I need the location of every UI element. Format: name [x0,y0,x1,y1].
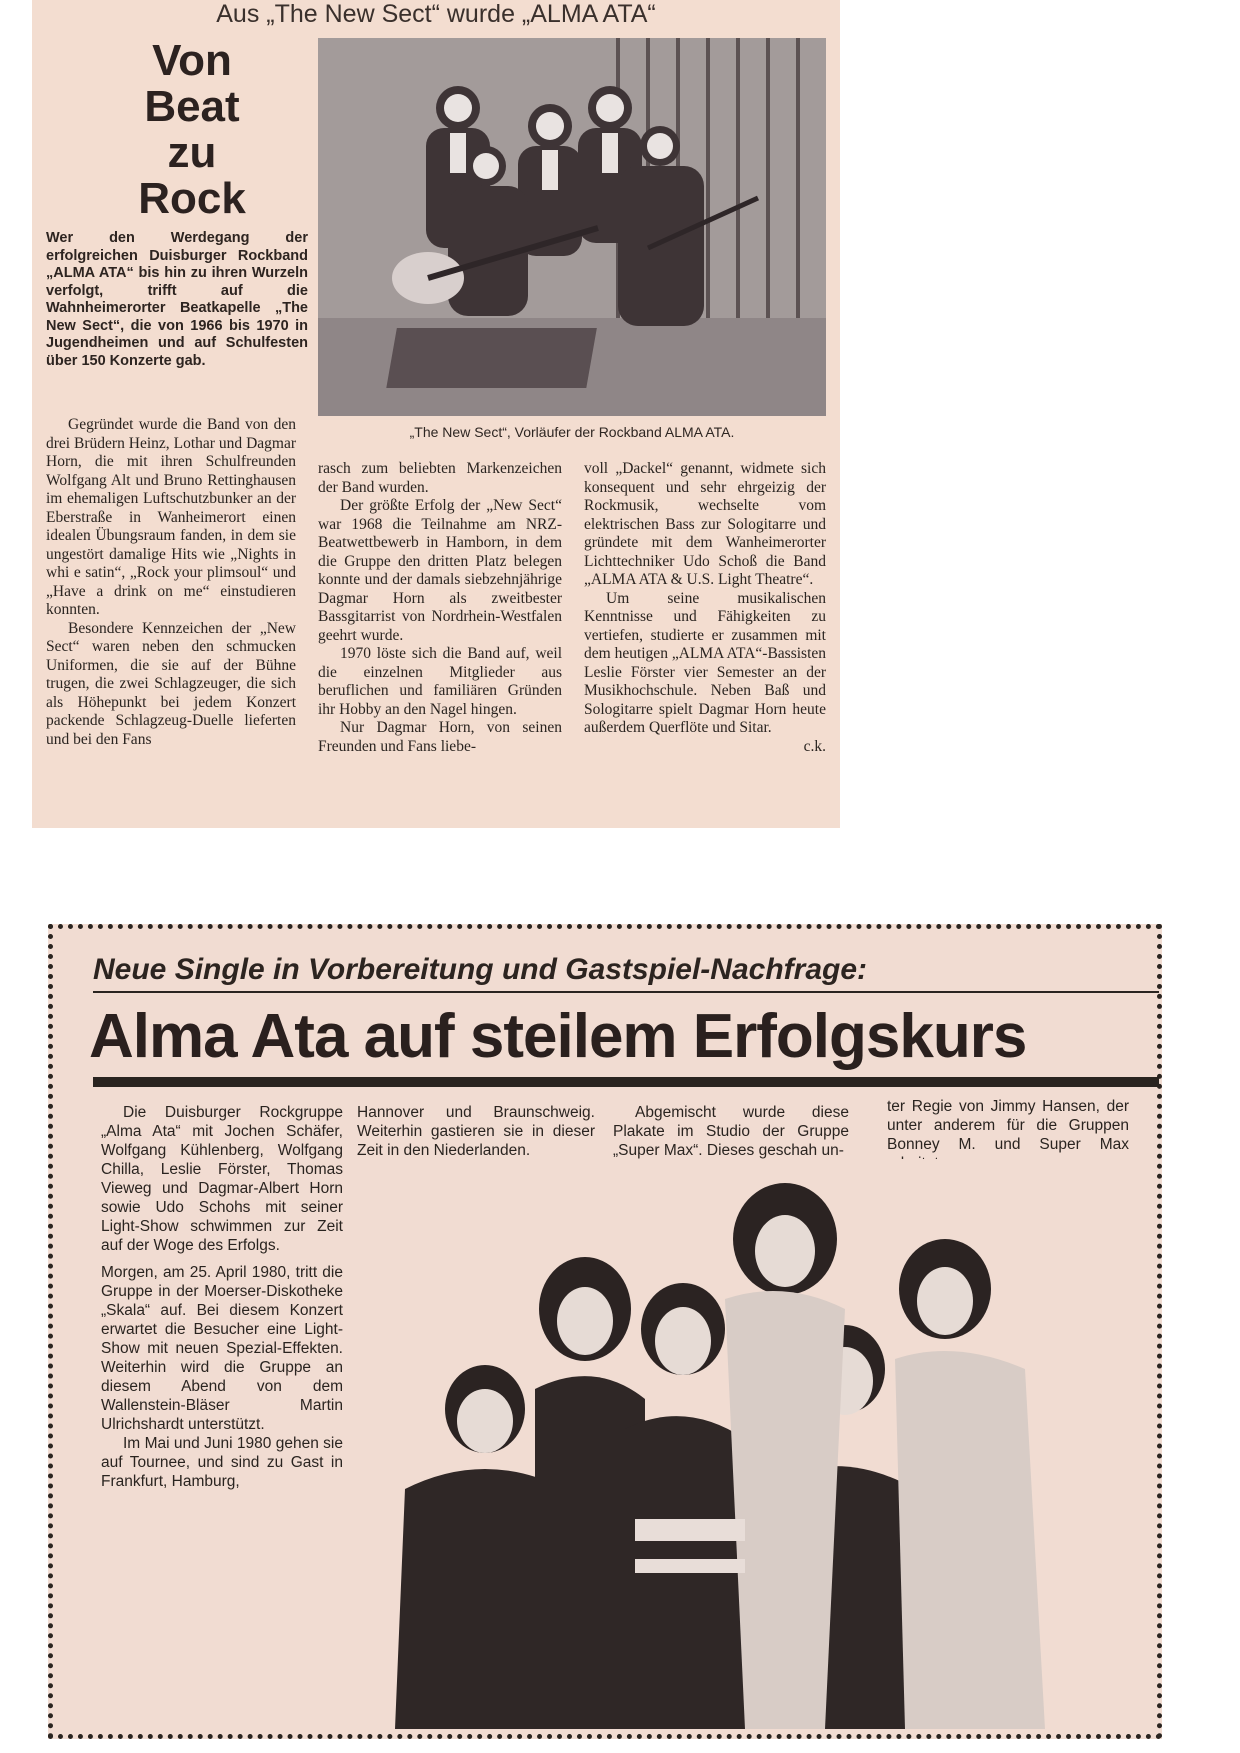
paragraph: Besondere Kennzeichen der „New Sect“ waren neben den schmucken Uniformen, die sie auf der Bühne trugen, die zwei Schlagzeuger, die sich als Höhepunkt bei jedem Konzert packende Schlagzeug-Duelle lieferten und bei den Fans [46,619,296,748]
author-signature: c.k. [803,737,826,755]
paragraph: ter Regie von Jimmy Hansen, der unter anderem für die Gruppen Bonney M. und Super Max [887,1098,1129,1153]
headline-word: Von [152,36,232,85]
paragraph: Gegründet wurde die Band von den drei Brüdern Heinz, Lothar und Dagmar Horn, die mit ihren Schulfreunden Wolfgang Alt und Bruno Rettinghausen im ehemaligen Luftschutzbunker an der Eberstraße in Wanheimerort einen idealen Übungsraum fanden, in dem sie ungestört damalige Hits wie „Nights in whi e satin“, „Rock your plimsoul“ und „Have a drink on me“ einstudieren konnten. [46,416,296,618]
divider [93,1077,1159,1087]
photo-caption: „The New Sect“, Vorläufer der Rockband ALMA ATA. [409,424,735,440]
paragraph: voll „Dackel“ genannt, widmete sich konsequent und sehr ehrgeizig der Rockmusik, wechselte vom elektrischen Bass zur Sologitarre und gründete mit dem Wanheimerorter Lichttechniker Udo Schoß die Band „ALMA ATA & U.S. Light Theatre“. [584,460,826,588]
clipping1-kicker: Aus „The New Sect“ wurde „ALMA ATA“ [216,0,656,28]
clipping-alma-ata [48,924,1162,1739]
divider [93,991,1159,993]
article-column-1 [46,416,296,749]
article-column-3 [613,1103,849,1160]
article-column-1 [101,1103,343,1491]
clipping-new-sect [32,0,840,828]
paragraph: Morgen, am 25. April 1980, tritt die Gruppe in der Moerser-Diskotheke „Skala“ auf. Bei diesem Konzert erwartet die Besucher eine Light-Show mit neuen Spezial-Effekten. Weiterhin wird die Gruppe an diesem Abend von dem Wallenstein-Bläser Martin Ulrichshardt unterstützt. [101,1264,343,1433]
paragraph: rasch zum beliebten Markenzeichen der Band wurden. [318,460,562,496]
paragraph: Die Duisburger Rockgruppe „Alma Ata“ mit Jochen Schäfer, Wolfgang Kühlenberg, Wolfgang Chilla, Leslie Förster, Thomas Vieweg und Dagmar-Albert Horn sowie Udo Schohs mit seiner Light-Show schwimmen zur Zeit auf der Woge des Erfolgs. [101,1104,343,1254]
article-column-3 [584,460,826,756]
band-photo-new-sect [318,38,826,416]
paragraph: Nur Dagmar Horn, von seinen Freunden und Fans liebe- [318,719,562,755]
paragraph: Der größte Erfolg der „New Sect“ war 1968 die Teilnahme am NRZ-Beatwettbewerb in Hamborn, in dem die Gruppe den dritten Platz belegen konnte und der damals siebzehnjährige Dagmar Horn als zweitbester Bassgitarrist von Nordrhein-Westfalen geehrt wurde. [318,497,562,644]
paragraph: Hannover und Braunschweig. Weiterhin gastieren sie in dieser Zeit in den Niederlanden. [357,1104,595,1159]
band-photo-alma-ata [345,1159,1139,1729]
clipping2-headline: Alma Ata auf steilem Erfolgskurs [89,1002,1027,1071]
paragraph: Um seine musikalischen Kenntnisse und Fähigkeiten zu vertiefen, studierte er zusammen mit dem heutigen „ALMA ATA“-Bassisten Leslie Förster vier Semester an der Musikhochschule. Neben Baß und Sologitarre spielt Dagmar Horn heute außerdem Querflöte und Sitar. [584,589,826,736]
paragraph: Im Mai und Juni 1980 gehen sie auf Tournee, und sind zu Gast in Frankfurt, Hamburg, [101,1435,343,1490]
headline-word: Beat [144,82,240,131]
clipping1-lede: Wer den Werdegang der erfolgreichen Duisburger Rockband „ALMA ATA“ bis hin zu ihren Wurzeln verfolgt, trifft auf die Wahnheimerorter Beatkapelle „The New Sect“, die von 1966 bis 1970 in Jugendheimen und auf Schulfesten über 150 Konzerte gab. [46,230,308,369]
headline-word: zu [167,128,217,177]
clipping2-kicker: Neue Single in Vorbereitung und Gastspiel-Nachfrage: [93,953,868,986]
clipping1-headline [98,38,286,222]
paragraph: Abgemischt wurde diese Plakate im Studio der Gruppe „Super Max“. Dieses geschah un- [613,1104,849,1159]
article-column-2 [318,460,562,756]
headline-word: Rock [138,174,246,223]
paragraph: 1970 löste sich die Band auf, weil die einzelnen Mitglieder aus beruflichen und familiären Gründen ihr Hobby an den Nagel hingen. [318,645,562,718]
